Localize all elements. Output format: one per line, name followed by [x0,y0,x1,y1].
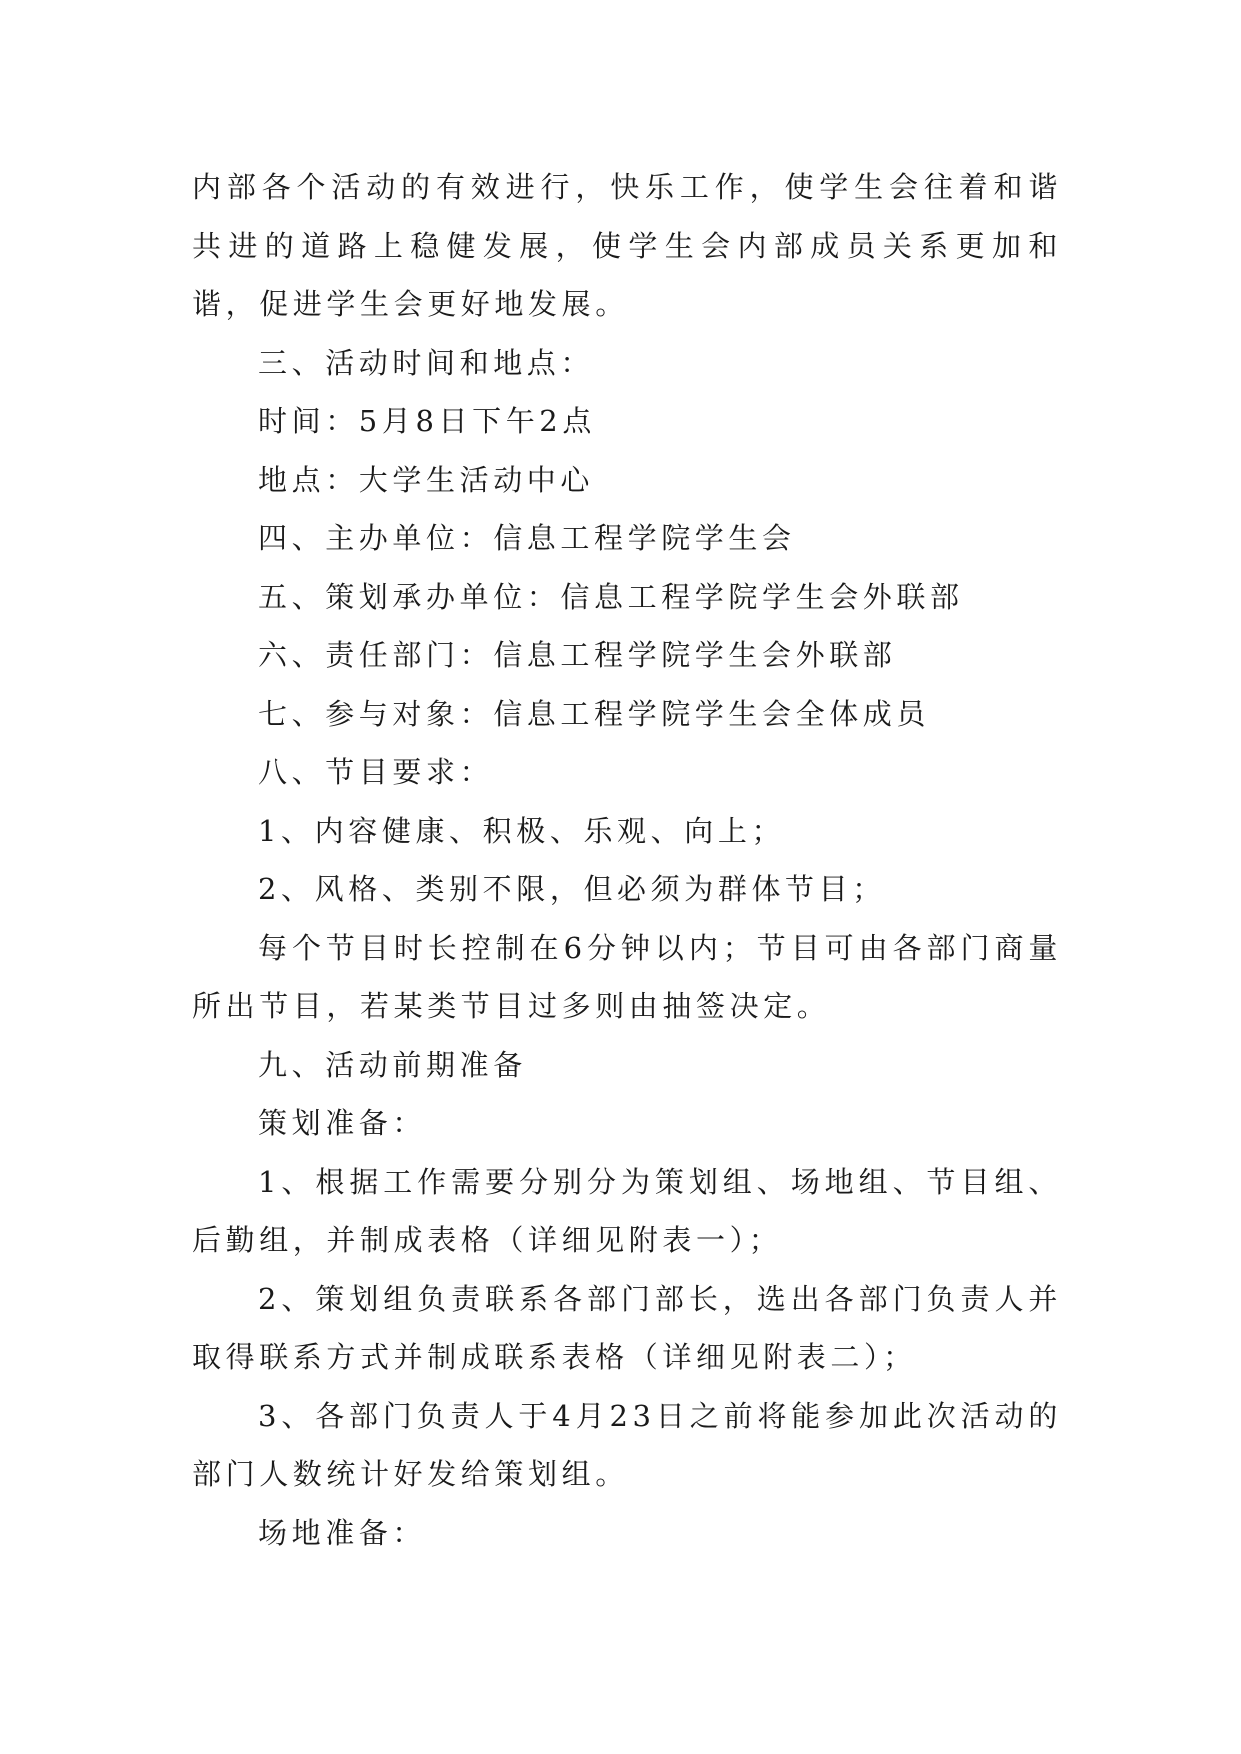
document-body [192,158,1062,1562]
list-item-requirement-2: 2、风格、类别不限，但必须为群体节目； [258,872,886,906]
list-item-requirement-1: 1、内容健康、积极、乐观、向上； [258,813,786,848]
list-item-prep-1: 1、根据工作需要分别分为策划组、场地组、节目组、后勤组，并制成表格（详细见附表一）； [192,1164,1062,1257]
list-item-prep-2: 2、策划组负责联系各部门部长，选出各部门负责人并取得联系方式并制成联系表格（详细见附表二）； [192,1281,1062,1374]
subheading-planning-prep: 策划准备： [258,1106,427,1140]
heading-participants: 七、参与对象：信息工程学院学生会全体成员 [258,696,931,731]
paragraph-duration-rule: 每个节目时长控制在6分钟以内；节目可由各部门商量所出节目，若某类节目过多则由抽签决定。 [192,930,1062,1023]
heading-planner: 五、策划承办单位：信息工程学院学生会外联部 [258,579,964,614]
heading-program-requirements: 八、节目要求： [258,755,494,789]
heading-responsible-dept: 六、责任部门：信息工程学院学生会外联部 [258,638,897,672]
paragraph-purpose-continued: 内部各个活动的有效进行，快乐工作，使学生会往着和谐共进的道路上稳健发展，使学生会内部成员关系更加和谐，促进学生会更好地发展。 [192,170,1062,321]
paragraph-location: 地点：大学生活动中心 [258,462,595,497]
subheading-venue-prep: 场地准备： [258,1515,427,1550]
heading-time-and-place: 三、活动时间和地点： [258,345,595,380]
list-item-prep-3: 3、各部门负责人于4月23日之前将能参加此次活动的部门人数统计好发给策划组。 [192,1398,1062,1491]
paragraph-time: 时间：5月8日下午2点 [258,404,596,438]
heading-preparation: 九、活动前期准备 [258,1047,527,1082]
heading-organizer: 四、主办单位：信息工程学院学生会 [258,521,796,555]
